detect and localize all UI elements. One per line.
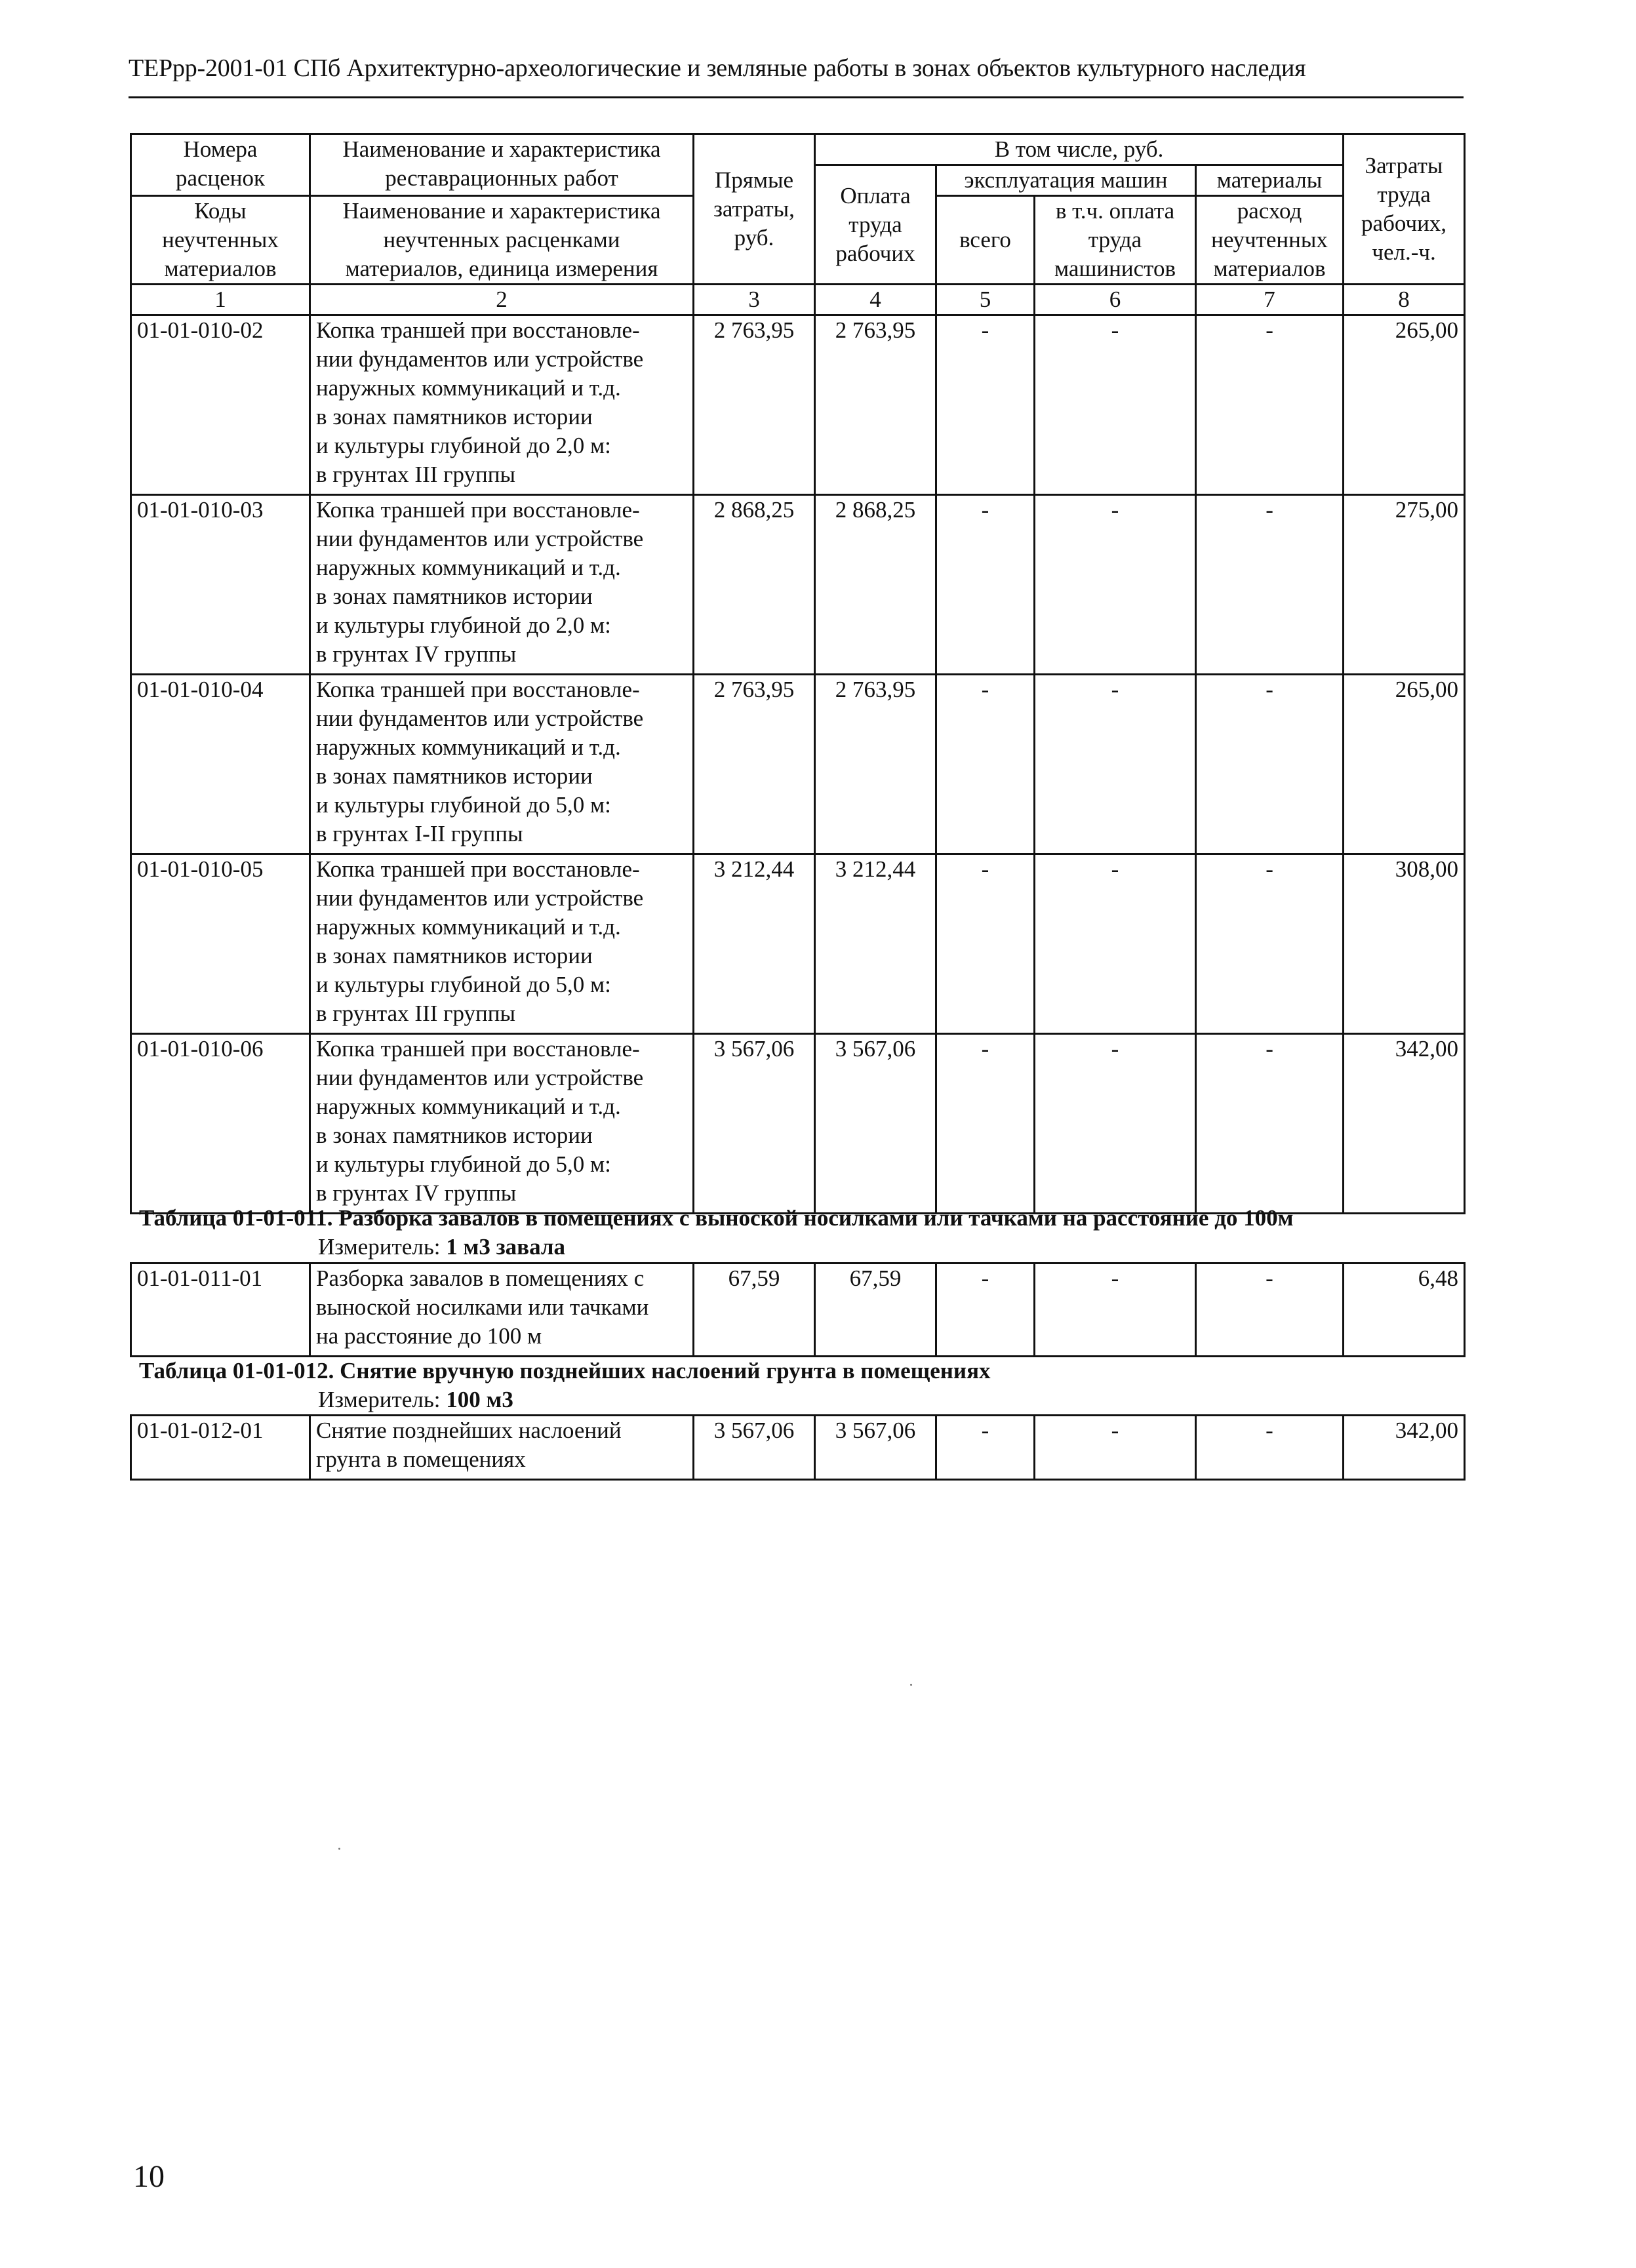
rate-code: 01-01-011-01 <box>131 1263 310 1357</box>
operator-wages: - <box>1035 495 1196 675</box>
column-number: 7 <box>1196 285 1344 315</box>
description-line: нии фундаментов или устройстве <box>316 526 644 551</box>
table-row <box>131 854 1465 1034</box>
header-line: труда <box>1377 182 1431 207</box>
description-line: Копка траншей при восстановле- <box>316 677 640 702</box>
machines-total: - <box>936 495 1035 675</box>
description-line: нии фундаментов или устройстве <box>316 1065 644 1090</box>
rates-table <box>130 133 1466 1214</box>
direct-costs: 3 212,44 <box>694 854 815 1034</box>
col7-header <box>1196 196 1344 285</box>
worker-wages: 2 763,95 <box>815 315 936 495</box>
description-line: в зонах памятников истории <box>316 763 593 789</box>
direct-costs: 3 567,06 <box>694 1034 815 1214</box>
rate-description <box>310 1416 694 1480</box>
materials-header: материалы <box>1196 165 1344 196</box>
operator-wages: - <box>1035 1263 1196 1357</box>
machines-total: - <box>936 1416 1035 1480</box>
description-line: и культуры глубиной до 5,0 м: <box>316 792 611 818</box>
col5-header: всего <box>936 196 1035 285</box>
header-line: неучтенных расценками <box>383 227 620 252</box>
rate-description <box>310 1263 694 1357</box>
table-row <box>131 1416 1465 1480</box>
meter-value: 100 м3 <box>446 1387 513 1412</box>
header-line: рабочих <box>835 240 915 266</box>
col1-bottom-header <box>131 196 310 285</box>
description-line: Копка траншей при восстановле- <box>316 317 640 343</box>
table-012-meter <box>318 1385 513 1414</box>
header-line: чел.-ч. <box>1372 239 1436 265</box>
description-line: в зонах памятников истории <box>316 584 593 609</box>
header-line: Коды <box>194 198 247 224</box>
description-line: наружных коммуникаций и т.д. <box>316 375 621 401</box>
description-line: Разборка завалов в помещениях с <box>316 1265 645 1291</box>
column-number: 2 <box>310 285 694 315</box>
header-line: расценок <box>175 165 266 191</box>
column-number: 8 <box>1344 285 1465 315</box>
col2-top-header <box>310 134 694 196</box>
header-line: материалов <box>1213 256 1326 281</box>
rate-code: 01-01-010-03 <box>131 495 310 675</box>
rate-description <box>310 854 694 1034</box>
header-line: Оплата <box>840 182 911 209</box>
page-number: 10 <box>133 2159 165 2194</box>
table-012-title: Таблица 01-01-012. Снятие вручную позднейших наслоений грунта в помещениях <box>139 1358 991 1383</box>
materials-consumption: - <box>1196 1416 1344 1480</box>
scan-speck <box>910 1684 912 1686</box>
operator-wages: - <box>1035 1416 1196 1480</box>
description-line: нии фундаментов или устройстве <box>316 885 644 911</box>
description-line: на расстояние до 100 м <box>316 1323 542 1349</box>
machines-total: - <box>936 854 1035 1034</box>
rate-code: 01-01-010-05 <box>131 854 310 1034</box>
materials-consumption: - <box>1196 854 1344 1034</box>
operator-wages: - <box>1035 675 1196 854</box>
machines-total: - <box>936 315 1035 495</box>
table-011-meter <box>318 1233 565 1262</box>
meter-label: Измеритель: <box>318 1234 441 1260</box>
table-row <box>131 675 1465 854</box>
rate-description <box>310 675 694 854</box>
header-line: рабочих, <box>1361 210 1447 236</box>
direct-costs: 67,59 <box>694 1263 815 1357</box>
description-line: в зонах памятников истории <box>316 1123 593 1148</box>
operator-wages: - <box>1035 1034 1196 1214</box>
labor-costs: 308,00 <box>1344 854 1465 1034</box>
operator-wages: - <box>1035 315 1196 495</box>
col4-header <box>815 165 936 285</box>
header-line: неучтенных <box>162 227 279 252</box>
machines-total: - <box>936 675 1035 854</box>
incl-header: В том числе, руб. <box>815 134 1344 165</box>
column-number: 6 <box>1035 285 1196 315</box>
col8-header <box>1344 134 1465 285</box>
description-line: грунта в помещениях <box>316 1446 526 1472</box>
header-line: Номера <box>183 136 258 162</box>
labor-costs: 342,00 <box>1344 1416 1465 1480</box>
description-line: и культуры глубиной до 5,0 м: <box>316 1151 611 1177</box>
header-line: Наименование и характеристика <box>342 198 661 224</box>
header-line: Затраты <box>1365 153 1443 178</box>
rate-code: 01-01-010-02 <box>131 315 310 495</box>
worker-wages: 3 567,06 <box>815 1034 936 1214</box>
col2-bottom-header <box>310 196 694 285</box>
description-line: в зонах памятников истории <box>316 404 593 429</box>
materials-consumption: - <box>1196 1034 1344 1214</box>
description-line: в зонах памятников истории <box>316 943 593 968</box>
table-row <box>131 495 1465 675</box>
description-line: наружных коммуникаций и т.д. <box>316 734 621 760</box>
description-line: выноской носилками или тачками <box>316 1294 649 1320</box>
machines-total: - <box>936 1263 1035 1357</box>
description-line: наружных коммуникаций и т.д. <box>316 914 621 940</box>
header-line: Наименование и характеристика <box>342 136 661 162</box>
header-line: Прямые <box>714 167 794 193</box>
materials-consumption: - <box>1196 495 1344 675</box>
rate-description <box>310 1034 694 1214</box>
rate-description <box>310 315 694 495</box>
description-line: в грунтах IV группы <box>316 641 517 667</box>
column-number: 3 <box>694 285 815 315</box>
description-line: и культуры глубиной до 2,0 м: <box>316 433 611 458</box>
column-number: 5 <box>936 285 1035 315</box>
header-line: руб. <box>734 225 774 250</box>
rate-code: 01-01-010-04 <box>131 675 310 854</box>
col6-header <box>1035 196 1196 285</box>
scan-speck <box>338 1848 340 1850</box>
header-line: реставрационных работ <box>385 165 618 191</box>
labor-costs: 275,00 <box>1344 495 1465 675</box>
labor-costs: 6,48 <box>1344 1263 1465 1357</box>
worker-wages: 2 763,95 <box>815 675 936 854</box>
direct-costs: 3 567,06 <box>694 1416 815 1480</box>
machines-header: эксплуатация машин <box>936 165 1196 196</box>
meter-value: 1 м3 завала <box>446 1234 566 1260</box>
page-header-title: ТЕРрр-2001-01 СПб Архитектурно-археологические и земляные работы в зонах объектов культурного наследия <box>129 54 1306 82</box>
header-line: машинистов <box>1054 256 1176 281</box>
rate-code: 01-01-012-01 <box>131 1416 310 1480</box>
header-line: затраты, <box>713 196 795 222</box>
header-line: труда <box>1088 227 1142 252</box>
col1-top-header <box>131 134 310 196</box>
labor-costs: 265,00 <box>1344 315 1465 495</box>
header-line: труда <box>848 211 902 237</box>
description-line: наружных коммуникаций и т.д. <box>316 555 621 580</box>
description-line: нии фундаментов или устройстве <box>316 706 644 731</box>
direct-costs: 2 763,95 <box>694 315 815 495</box>
operator-wages: - <box>1035 854 1196 1034</box>
description-line: Копка траншей при восстановле- <box>316 1036 640 1062</box>
table-011 <box>130 1262 1466 1357</box>
header-line: неучтенных <box>1211 227 1328 252</box>
description-line: Копка траншей при восстановле- <box>316 497 640 523</box>
header-line: материалов, единица измерения <box>345 256 658 281</box>
meter-label: Измеритель: <box>318 1387 441 1412</box>
description-line: в грунтах IV группы <box>316 1180 517 1206</box>
worker-wages: 3 567,06 <box>815 1416 936 1480</box>
labor-costs: 265,00 <box>1344 675 1465 854</box>
column-number: 4 <box>815 285 936 315</box>
table-row <box>131 1263 1465 1357</box>
description-line: в грунтах III группы <box>316 462 515 487</box>
header-line: расход <box>1237 198 1302 224</box>
worker-wages: 2 868,25 <box>815 495 936 675</box>
table-012 <box>130 1414 1466 1481</box>
labor-costs: 342,00 <box>1344 1034 1465 1214</box>
description-line: в грунтах III группы <box>316 1001 515 1026</box>
description-line: и культуры глубиной до 2,0 м: <box>316 612 611 638</box>
description-line: Копка траншей при восстановле- <box>316 856 640 882</box>
machines-total: - <box>936 1034 1035 1214</box>
rate-description <box>310 495 694 675</box>
header-line: материалов <box>164 256 277 281</box>
worker-wages: 67,59 <box>815 1263 936 1357</box>
materials-consumption: - <box>1196 1263 1344 1357</box>
rate-code: 01-01-010-06 <box>131 1034 310 1214</box>
col3-header <box>694 134 815 285</box>
table-row <box>131 1034 1465 1214</box>
description-line: наружных коммуникаций и т.д. <box>316 1094 621 1119</box>
direct-costs: 2 868,25 <box>694 495 815 675</box>
column-number: 1 <box>131 285 310 315</box>
header-line: в т.ч. оплата <box>1055 198 1175 224</box>
worker-wages: 3 212,44 <box>815 854 936 1034</box>
description-line: Снятие позднейших наслоений <box>316 1418 622 1443</box>
direct-costs: 2 763,95 <box>694 675 815 854</box>
materials-consumption: - <box>1196 675 1344 854</box>
table-011-title: Таблица 01-01-011. Разборка завалов в помещениях с выноской носилками или тачками на расстояние до 100м <box>139 1205 1294 1231</box>
header-rule <box>129 96 1464 98</box>
table-row <box>131 315 1465 495</box>
materials-consumption: - <box>1196 315 1344 495</box>
description-line: в грунтах I-II группы <box>316 821 523 846</box>
description-line: нии фундаментов или устройстве <box>316 346 644 372</box>
description-line: и культуры глубиной до 5,0 м: <box>316 972 611 997</box>
column-numbers-row <box>131 285 1465 315</box>
